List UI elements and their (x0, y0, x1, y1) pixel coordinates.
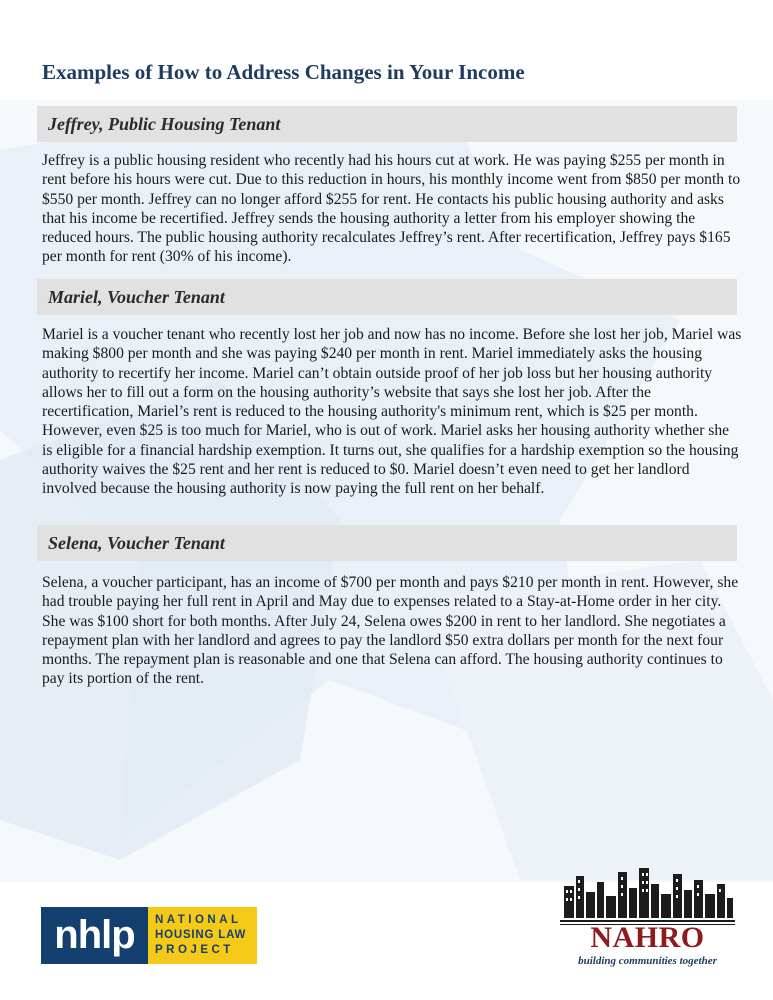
nhlp-logo (41, 907, 257, 964)
section-heading: Mariel, Voucher Tenant (48, 286, 225, 307)
section-body-mariel: Mariel is a voucher tenant who recently lost her job and now has no income. Before she lost her job, Mariel was making $800 per month and she was paying $240 per month in rent. Mariel immediately asks the housing authority to recertify her income. Mariel can’t obtain outside proof of her job loss but her housing authority allows her to fill out a form on the housing authority’s website that says she lost her job. After the recertification, Mariel’s rent is reduced to the housing authority's minimum rent, which is $25 per month. However, even $25 is too much for Mariel, who is out of work. Mariel asks her housing authority whether she is eligible for a financial hardship exemption. It turns out, she qualifies for a hardship exemption so the housing authority waives the $25 rent and her rent is reduced to $0. Mariel doesn’t even need to get her landlord involved because the housing authority is now paying the full rent on her behalf. (42, 326, 742, 498)
page-title: Examples of How to Address Changes in Your Income (42, 60, 525, 84)
nhlp-logo-line: PROJECT (155, 944, 234, 956)
nahro-wordmark: NAHRO (590, 921, 705, 954)
section-body-selena: Selena, a voucher participant, has an income of $700 per month and pays $210 per month in rent. However, she had trouble paying her full rent in April and May due to expenses related to a Stay-at-Home order in her city. She was $100 short for both months. After July 24, Selena owes $200 in rent to her landlord. She negotiates a repayment plan with her landlord and agrees to pay the landlord $50 extra dollars per month for the next four months. The repayment plan is reasonable and one that Selena can afford. The housing authority continues to pay its portion of the rent. (42, 574, 739, 688)
nhlp-logo-line: NATIONAL (155, 914, 242, 926)
section-heading: Jeffrey, Public Housing Tenant (48, 113, 281, 134)
section-heading-bar-jeffrey (37, 106, 737, 142)
nhlp-logo-mark: nhlp (41, 907, 148, 964)
skyline-icon (562, 868, 733, 918)
nhlp-logo-line: HOUSING LAW (155, 929, 247, 941)
nhlp-logo-name (148, 907, 257, 964)
section-body-jeffrey: Jeffrey is a public housing resident who recently had his hours cut at work. He was paying $255 per month in rent before his hours were cut. Due to this reduction in hours, his monthly income went from $850 per month to $550 per month. Jeffrey can no longer afford $255 for rent. He contacts his public housing authority and asks that his income be recertified. Jeffrey sends the housing authority a letter from his employer showing the reduced hours. The public housing authority recalculates Jeffrey’s rent. After recertification, Jeffrey pays $165 per month for rent (30% of his income). (42, 152, 741, 266)
nahro-logo (560, 868, 735, 968)
section-heading-bar-mariel (37, 279, 737, 315)
section-heading-bar-selena (37, 525, 737, 561)
nahro-tagline: building communities together (578, 955, 717, 967)
section-heading: Selena, Voucher Tenant (48, 532, 225, 553)
